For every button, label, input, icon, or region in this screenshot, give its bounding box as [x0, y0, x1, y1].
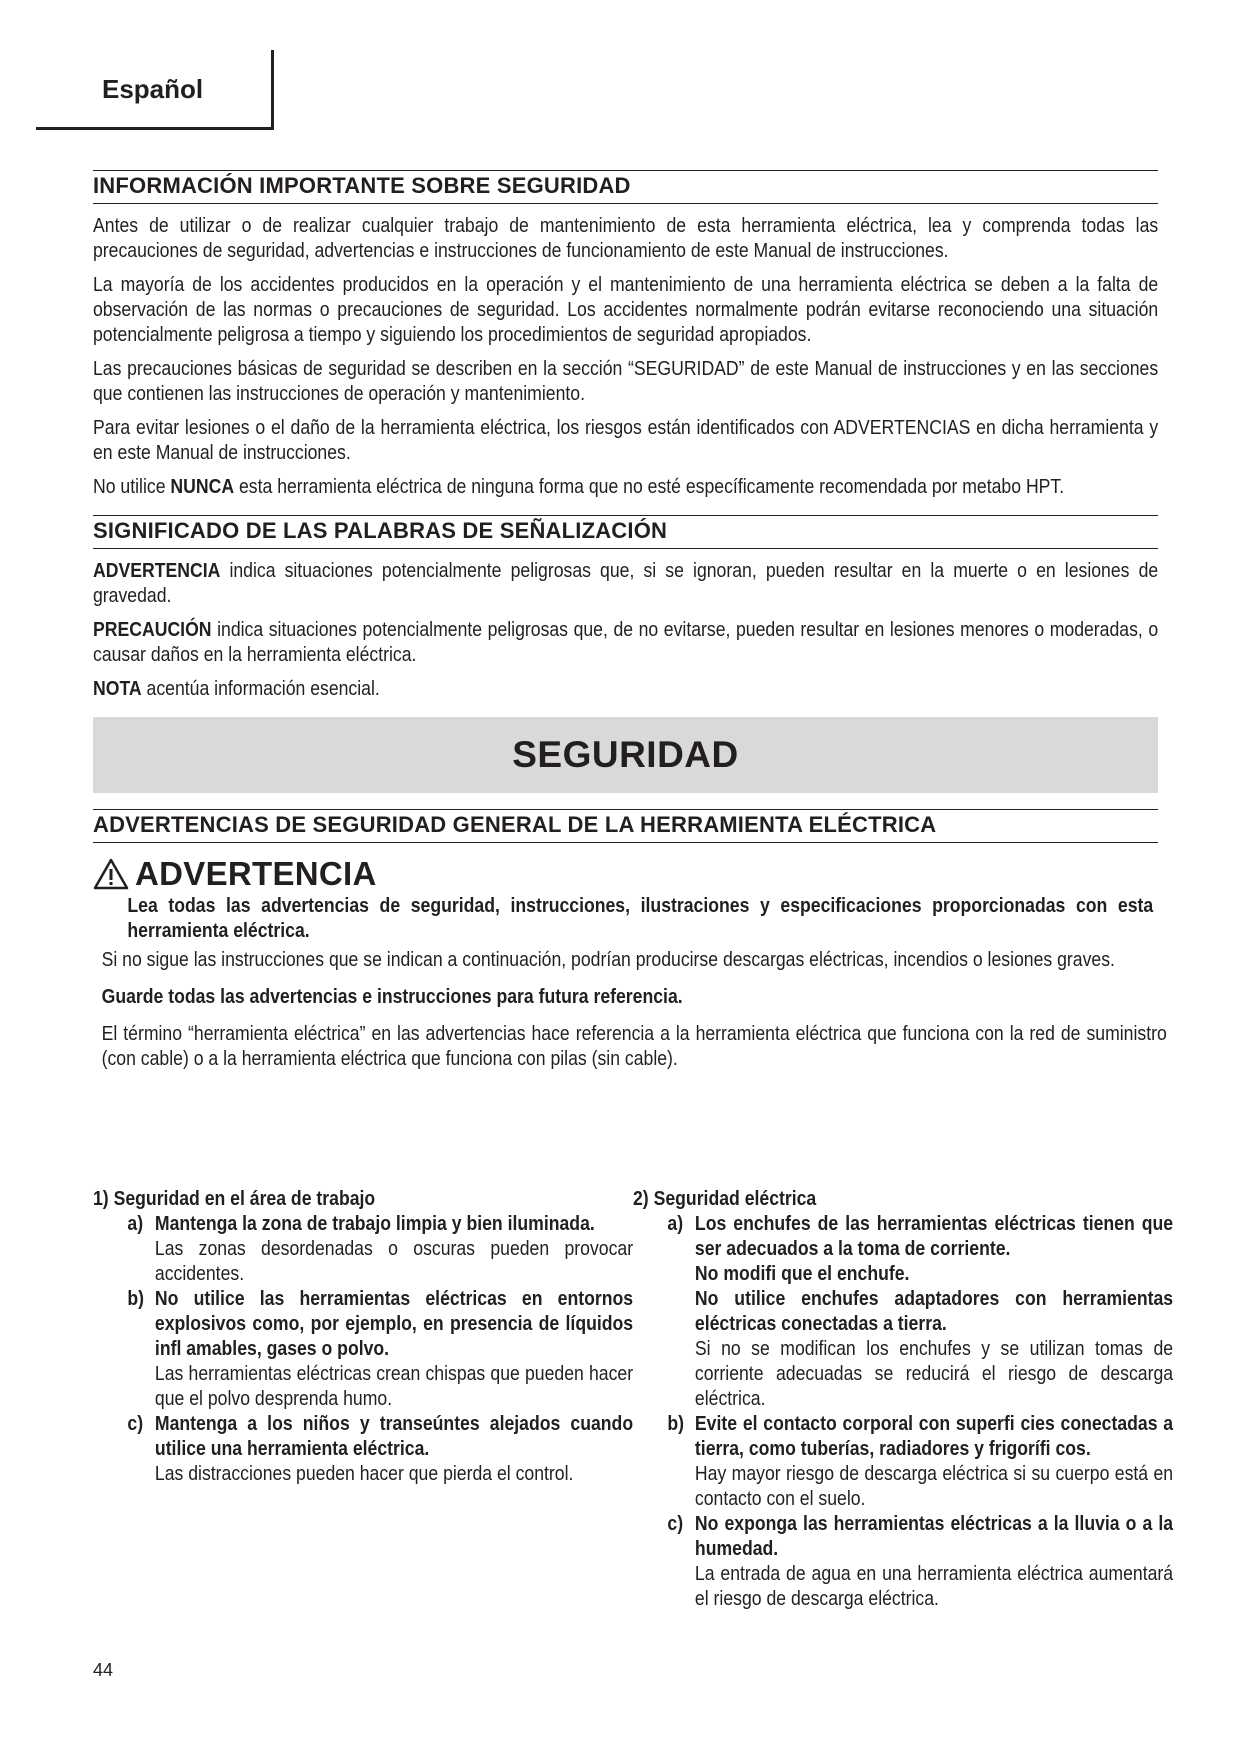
item-heading [93, 1186, 633, 1211]
list-body [695, 1211, 1173, 1411]
paragraph [93, 617, 1158, 667]
list-item [633, 1411, 1173, 1511]
list-item [93, 1211, 633, 1286]
rule: No exponga las herramientas eléctricas a la lluvia o a la humedad. [694, 1512, 1174, 1560]
explanation: Si no se modifican los enchufes y se utilizan tomas de corriente adecuadas se reducirá el riesgo de descarga eléctrica. [694, 1337, 1174, 1410]
section-title-important-info: INFORMACIÓN IMPORTANTE SOBRE SEGURIDAD [93, 170, 1158, 204]
text: acentúa información esencial. [141, 677, 380, 700]
section-title-general-warnings: ADVERTENCIAS DE SEGURIDAD GENERAL DE LA HERRAMIENTA ELÉCTRICA [93, 809, 1158, 843]
text: indica situaciones potencialmente peligrosas que, de no evitarse, pueden resultar en lesiones menores o moderadas, o causar daños en la herramienta eléctrica. [93, 618, 1159, 666]
banner-title: SEGURIDAD [512, 734, 739, 775]
paragraph: El término “herramienta eléctrica” en las advertencias hace referencia a la herramienta eléctrica que funciona con la red de suministro (con cable) o a la herramienta eléctrica que funciona con pilas (sin cable). [101, 1022, 1167, 1070]
explanation: La entrada de agua en una herramienta eléctrica aumentará el riesgo de descarga eléctrica. [694, 1562, 1174, 1610]
list-body [695, 1411, 1173, 1511]
rule: No utilice las herramientas eléctricas en entornos explosivos como, por ejemplo, en presencia de líquidos infl amables, gases o polvo. [154, 1287, 634, 1360]
rule: Los enchufes de las herramientas eléctricas tienen que ser adecuados a la toma de corriente. [694, 1212, 1174, 1260]
list-label: b) [127, 1287, 145, 1310]
item-title: Seguridad eléctrica [653, 1187, 817, 1210]
list-body [155, 1211, 633, 1286]
list-body [155, 1286, 633, 1411]
safety-banner [93, 717, 1158, 793]
paragraph: Antes de utilizar o de realizar cualquier trabajo de mantenimiento de esta herramienta eléctrica, lea y comprenda todas las precauciones de seguridad, advertencias e instrucciones de funcionamiento de este Manual de instrucciones. [93, 214, 1159, 262]
list-body [695, 1511, 1173, 1611]
section-title-signal-words: SIGNIFICADO DE LAS PALABRAS DE SEÑALIZACIÓN [93, 515, 1158, 549]
main-content [93, 170, 1167, 1071]
list-label: b) [667, 1412, 685, 1435]
rule: No modifi que el enchufe. [694, 1262, 910, 1285]
language-label: Español [102, 74, 204, 104]
term: NOTA [93, 677, 142, 700]
paragraph: Para evitar lesiones o el daño de la herramienta eléctrica, los riesgos están identificados con ADVERTENCIAS en dicha herramienta y en este Manual de instrucciones. [93, 416, 1159, 464]
paragraph [93, 558, 1158, 608]
text: No utilice [93, 475, 171, 498]
paragraph: Si no sigue las instrucciones que se indican a continuación, podrían producirse descargas eléctricas, incendios o lesiones graves. [101, 948, 1115, 971]
term: PRECAUCIÓN [93, 618, 212, 641]
rule: Evite el contacto corporal con superfi cies conectadas a tierra, como tuberías, radiadores y frigorífi cos. [694, 1412, 1174, 1460]
list-body [155, 1411, 633, 1486]
text: indica situaciones potencialmente peligrosas que, si se ignoran, pueden resultar en la muerte o en lesiones de gravedad. [93, 559, 1159, 607]
electrical-safety [633, 1186, 1173, 1611]
item-number: 1) [93, 1187, 109, 1210]
warning-heading [93, 855, 1158, 893]
list-label: a) [127, 1212, 144, 1235]
paragraph [93, 676, 1158, 701]
item-number: 2) [633, 1187, 649, 1210]
save-instructions: Guarde todas las advertencias e instrucciones para futura referencia. [101, 985, 683, 1008]
emphasis: NUNCA [170, 475, 235, 498]
explanation: Las herramientas eléctricas crean chispas que pueden hacer que el polvo desprenda humo. [154, 1362, 634, 1410]
rule: Mantenga a los niños y transeúntes alejados cuando utilice una herramienta eléctrica. [154, 1412, 634, 1460]
work-area-safety [93, 1186, 633, 1486]
paragraph: La mayoría de los accidentes producidos en la operación y el mantenimiento de una herramienta eléctrica se deben a la falta de observación de las normas o precauciones de seguridad. Los accidentes normalmente podrán evitarse reconociendo una situación potencialmente peligrosa a tiempo y siguiendo los procedimientos de seguridad apropiados. [93, 273, 1159, 346]
column-text [93, 1186, 633, 1486]
list-label: a) [667, 1212, 684, 1235]
item-title: Seguridad en el área de trabajo [113, 1187, 376, 1210]
column-text [633, 1186, 1173, 1611]
rule: No utilice enchufes adaptadores con herramientas eléctricas conectadas a tierra. [694, 1287, 1174, 1335]
list-item [93, 1411, 633, 1486]
text: esta herramienta eléctrica de ninguna forma que no esté específicamente recomendada por metabo HPT. [234, 475, 1065, 498]
item-heading [633, 1186, 1173, 1211]
warning-label: ADVERTENCIA [135, 855, 377, 892]
page-number: 44 [93, 1660, 114, 1680]
list-item [633, 1511, 1173, 1611]
list-label: c) [127, 1412, 144, 1435]
language-tab [36, 50, 274, 130]
list-item [633, 1211, 1173, 1411]
explanation: Hay mayor riesgo de descarga eléctrica si su cuerpo está en contacto con el suelo. [694, 1462, 1174, 1510]
list-item [93, 1286, 633, 1411]
list-label: c) [667, 1512, 684, 1535]
paragraph [93, 474, 1158, 499]
explanation: Las distracciones pueden hacer que pierda el control. [154, 1462, 574, 1485]
read-all-instruction: Lea todas las advertencias de seguridad, instrucciones, ilustraciones y especificaciones proporcionadas con esta herramienta eléctrica. [127, 894, 1154, 942]
explanation: Las zonas desordenadas o oscuras pueden provocar accidentes. [154, 1237, 634, 1285]
two-column-rules [93, 1186, 1174, 1656]
paragraph: Las precauciones básicas de seguridad se describen en la sección “SEGURIDAD” de este Manual de instrucciones y en las secciones que contienen las instrucciones de operación y mantenimiento. [93, 357, 1159, 405]
warning-triangle-icon [93, 858, 129, 890]
term: ADVERTENCIA [93, 559, 221, 582]
rule: Mantenga la zona de trabajo limpia y bien iluminada. [154, 1212, 595, 1235]
